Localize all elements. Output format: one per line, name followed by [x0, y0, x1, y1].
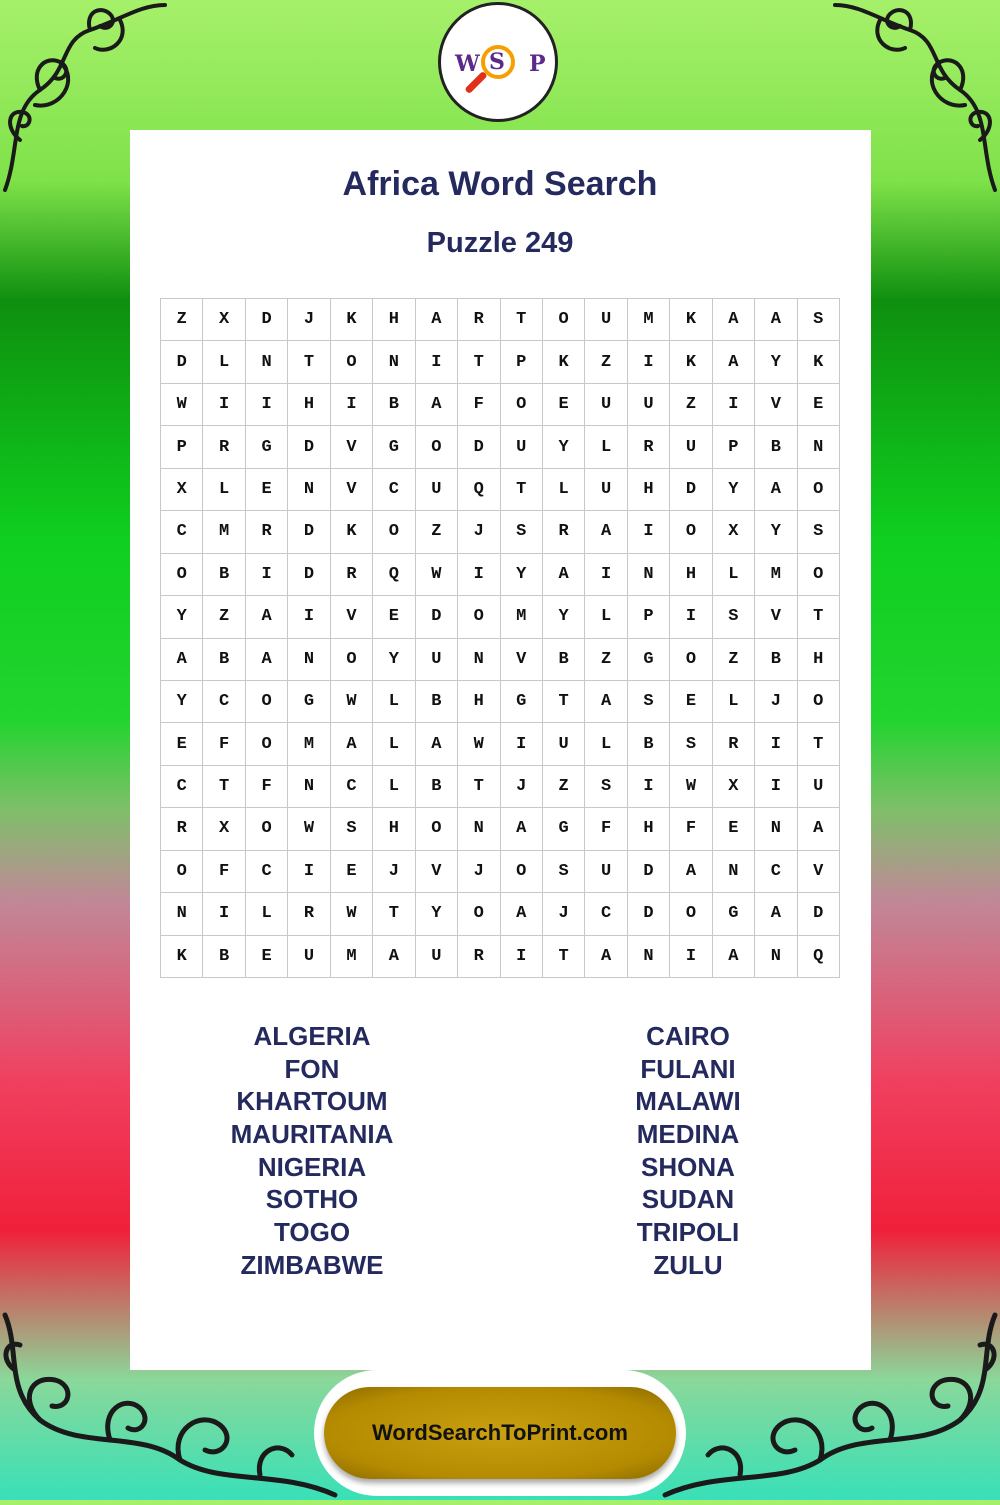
grid-cell: T: [373, 893, 415, 935]
grid-cell: U: [585, 851, 627, 893]
logo-letter-s: S: [489, 49, 505, 75]
grid-cell: R: [331, 554, 373, 596]
grid-cell: H: [288, 384, 330, 426]
grid-cell: D: [288, 511, 330, 553]
grid-cell: A: [585, 681, 627, 723]
grid-cell: H: [628, 469, 670, 511]
grid-cell: O: [670, 893, 712, 935]
grid-cell: N: [755, 936, 797, 978]
grid-cell: A: [755, 299, 797, 341]
grid-cell: G: [373, 426, 415, 468]
puzzle-number: Puzzle 249: [426, 227, 574, 259]
grid-cell: N: [713, 851, 755, 893]
grid-cell: T: [458, 341, 500, 383]
grid-cell: U: [288, 936, 330, 978]
grid-cell: K: [331, 299, 373, 341]
grid-cell: M: [628, 299, 670, 341]
grid-cell: W: [458, 723, 500, 765]
grid-cell: J: [543, 893, 585, 935]
word-list-item: TOGO: [273, 1217, 351, 1248]
grid-cell: D: [161, 341, 203, 383]
grid-cell: L: [585, 723, 627, 765]
grid-cell: I: [203, 384, 245, 426]
grid-cell: K: [670, 341, 712, 383]
grid-cell: S: [501, 511, 543, 553]
grid-cell: L: [373, 681, 415, 723]
grid-cell: V: [755, 384, 797, 426]
grid-cell: I: [246, 384, 288, 426]
grid-cell: E: [798, 384, 840, 426]
grid-cell: S: [628, 681, 670, 723]
grid-cell: Y: [713, 469, 755, 511]
word-list-left: [162, 1020, 462, 1282]
letter-grid: [160, 298, 840, 978]
grid-cell: G: [628, 639, 670, 681]
grid-cell: D: [458, 426, 500, 468]
grid-cell: L: [203, 341, 245, 383]
grid-cell: B: [755, 639, 797, 681]
grid-cell: P: [501, 341, 543, 383]
word-list-item: MALAWI: [635, 1086, 741, 1117]
grid-cell: N: [458, 639, 500, 681]
grid-cell: S: [798, 299, 840, 341]
grid-cell: I: [288, 596, 330, 638]
grid-cell: T: [501, 299, 543, 341]
grid-cell: G: [713, 893, 755, 935]
grid-cell: Y: [543, 596, 585, 638]
grid-cell: O: [798, 469, 840, 511]
grid-cell: R: [161, 808, 203, 850]
grid-cell: M: [755, 554, 797, 596]
word-list-item: ALGERIA: [253, 1021, 371, 1051]
grid-cell: E: [331, 851, 373, 893]
grid-cell: W: [331, 893, 373, 935]
grid-cell: O: [458, 596, 500, 638]
grid-cell: D: [628, 893, 670, 935]
grid-cell: V: [331, 469, 373, 511]
grid-cell: O: [798, 554, 840, 596]
grid-cell: U: [416, 469, 458, 511]
grid-cell: Y: [543, 426, 585, 468]
grid-cell: K: [331, 511, 373, 553]
grid-cell: O: [458, 893, 500, 935]
grid-cell: O: [331, 341, 373, 383]
grid-cell: S: [713, 596, 755, 638]
grid-cell: L: [585, 596, 627, 638]
grid-cell: K: [670, 299, 712, 341]
grid-cell: E: [670, 681, 712, 723]
grid-cell: C: [161, 766, 203, 808]
grid-cell: N: [755, 808, 797, 850]
grid-cell: D: [798, 893, 840, 935]
grid-cell: H: [373, 299, 415, 341]
grid-cell: U: [585, 469, 627, 511]
grid-cell: B: [203, 554, 245, 596]
grid-cell: L: [203, 469, 245, 511]
grid-cell: V: [416, 851, 458, 893]
grid-cell: Y: [161, 681, 203, 723]
grid-cell: B: [543, 639, 585, 681]
grid-cell: B: [416, 681, 458, 723]
grid-cell: H: [458, 681, 500, 723]
grid-cell: B: [373, 384, 415, 426]
grid-cell: Y: [161, 596, 203, 638]
grid-cell: D: [416, 596, 458, 638]
grid-cell: N: [288, 639, 330, 681]
grid-cell: C: [755, 851, 797, 893]
grid-cell: I: [755, 766, 797, 808]
grid-cell: C: [161, 511, 203, 553]
grid-cell: O: [416, 426, 458, 468]
word-list-item: SOTHO: [265, 1184, 359, 1215]
grid-cell: D: [628, 851, 670, 893]
grid-cell: L: [246, 893, 288, 935]
grid-cell: A: [161, 639, 203, 681]
grid-cell: S: [585, 766, 627, 808]
grid-cell: H: [798, 639, 840, 681]
grid-cell: I: [501, 936, 543, 978]
word-list-right: [538, 1020, 838, 1282]
grid-cell: H: [373, 808, 415, 850]
grid-cell: N: [288, 766, 330, 808]
grid-cell: W: [161, 384, 203, 426]
grid-cell: L: [373, 723, 415, 765]
grid-cell: L: [713, 681, 755, 723]
grid-cell: G: [246, 426, 288, 468]
grid-cell: I: [416, 341, 458, 383]
grid-cell: N: [246, 341, 288, 383]
grid-cell: O: [246, 723, 288, 765]
grid-cell: J: [288, 299, 330, 341]
grid-cell: K: [798, 341, 840, 383]
grid-cell: L: [585, 426, 627, 468]
grid-cell: I: [288, 851, 330, 893]
grid-cell: T: [798, 596, 840, 638]
grid-cell: X: [161, 469, 203, 511]
grid-cell: U: [416, 639, 458, 681]
grid-cell: H: [670, 554, 712, 596]
grid-cell: U: [501, 426, 543, 468]
grid-cell: M: [203, 511, 245, 553]
grid-cell: I: [501, 723, 543, 765]
grid-cell: T: [543, 681, 585, 723]
grid-cell: W: [288, 808, 330, 850]
grid-cell: A: [585, 511, 627, 553]
page-title: Africa Word Search: [342, 165, 658, 203]
grid-cell: A: [373, 936, 415, 978]
grid-cell: R: [628, 426, 670, 468]
grid-cell: F: [203, 723, 245, 765]
grid-cell: Q: [373, 554, 415, 596]
grid-cell: X: [203, 299, 245, 341]
grid-cell: B: [416, 766, 458, 808]
grid-cell: J: [458, 851, 500, 893]
grid-cell: N: [628, 554, 670, 596]
grid-cell: D: [288, 554, 330, 596]
grid-cell: U: [798, 766, 840, 808]
grid-cell: A: [543, 554, 585, 596]
grid-cell: I: [331, 384, 373, 426]
grid-cell: I: [628, 511, 670, 553]
grid-cell: N: [458, 808, 500, 850]
word-list-item: CAIRO: [646, 1021, 730, 1051]
grid-cell: U: [543, 723, 585, 765]
grid-cell: G: [501, 681, 543, 723]
grid-cell: A: [501, 808, 543, 850]
grid-cell: O: [543, 299, 585, 341]
grid-cell: W: [670, 766, 712, 808]
grid-cell: U: [416, 936, 458, 978]
grid-cell: A: [416, 723, 458, 765]
grid-cell: G: [543, 808, 585, 850]
website-label: WordSearchToPrint.com: [372, 1420, 628, 1445]
grid-cell: R: [246, 511, 288, 553]
grid-cell: Z: [543, 766, 585, 808]
grid-cell: V: [501, 639, 543, 681]
grid-cell: I: [246, 554, 288, 596]
grid-cell: D: [670, 469, 712, 511]
grid-cell: A: [713, 936, 755, 978]
grid-cell: X: [713, 511, 755, 553]
grid-cell: Y: [755, 511, 797, 553]
grid-cell: Z: [203, 596, 245, 638]
grid-cell: A: [585, 936, 627, 978]
grid-cell: I: [458, 554, 500, 596]
grid-cell: T: [798, 723, 840, 765]
grid-cell: O: [670, 639, 712, 681]
grid-cell: C: [331, 766, 373, 808]
grid-cell: R: [543, 511, 585, 553]
grid-cell: R: [713, 723, 755, 765]
grid-cell: Z: [713, 639, 755, 681]
word-list-item: SUDAN: [641, 1184, 735, 1215]
grid-cell: K: [543, 341, 585, 383]
grid-cell: O: [161, 851, 203, 893]
grid-cell: T: [288, 341, 330, 383]
grid-cell: E: [246, 469, 288, 511]
grid-cell: A: [798, 808, 840, 850]
grid-cell: Y: [416, 893, 458, 935]
grid-cell: T: [458, 766, 500, 808]
grid-cell: T: [543, 936, 585, 978]
grid-cell: O: [161, 554, 203, 596]
grid-cell: V: [331, 426, 373, 468]
word-list-item: ZIMBABWE: [240, 1249, 384, 1280]
grid-cell: O: [798, 681, 840, 723]
grid-cell: E: [373, 596, 415, 638]
grid-cell: C: [585, 893, 627, 935]
grid-cell: O: [670, 511, 712, 553]
grid-cell: O: [501, 851, 543, 893]
grid-cell: P: [713, 426, 755, 468]
grid-cell: X: [713, 766, 755, 808]
grid-cell: I: [628, 766, 670, 808]
grid-cell: Z: [670, 384, 712, 426]
grid-cell: L: [713, 554, 755, 596]
grid-cell: K: [161, 936, 203, 978]
grid-cell: P: [628, 596, 670, 638]
website-button[interactable]: [324, 1387, 676, 1479]
grid-cell: B: [628, 723, 670, 765]
grid-cell: F: [670, 808, 712, 850]
grid-cell: C: [373, 469, 415, 511]
grid-cell: V: [331, 596, 373, 638]
grid-cell: Q: [798, 936, 840, 978]
grid-cell: F: [585, 808, 627, 850]
grid-cell: F: [458, 384, 500, 426]
grid-cell: B: [203, 639, 245, 681]
grid-cell: N: [628, 936, 670, 978]
grid-cell: J: [501, 766, 543, 808]
grid-cell: I: [713, 384, 755, 426]
grid-cell: G: [288, 681, 330, 723]
grid-cell: S: [543, 851, 585, 893]
word-list-item: MEDINA: [636, 1119, 740, 1150]
grid-cell: I: [670, 596, 712, 638]
grid-cell: Z: [416, 511, 458, 553]
grid-cell: E: [543, 384, 585, 426]
wsp-logo: [438, 2, 558, 122]
word-list-item: ZULU: [653, 1249, 723, 1280]
grid-cell: D: [246, 299, 288, 341]
grid-cell: S: [331, 808, 373, 850]
grid-cell: A: [713, 299, 755, 341]
word-list-item: NIGERIA: [257, 1151, 367, 1182]
grid-cell: V: [798, 851, 840, 893]
grid-cell: Y: [501, 554, 543, 596]
grid-cell: J: [458, 511, 500, 553]
grid-cell: O: [331, 639, 373, 681]
grid-cell: O: [373, 511, 415, 553]
grid-cell: P: [161, 426, 203, 468]
grid-cell: E: [713, 808, 755, 850]
grid-cell: D: [288, 426, 330, 468]
grid-cell: Y: [373, 639, 415, 681]
grid-cell: C: [203, 681, 245, 723]
grid-cell: O: [246, 808, 288, 850]
grid-cell: I: [670, 936, 712, 978]
grid-cell: E: [161, 723, 203, 765]
grid-cell: L: [543, 469, 585, 511]
grid-cell: S: [798, 511, 840, 553]
grid-cell: E: [246, 936, 288, 978]
grid-cell: C: [246, 851, 288, 893]
grid-cell: A: [755, 469, 797, 511]
grid-cell: U: [585, 384, 627, 426]
grid-cell: L: [373, 766, 415, 808]
grid-cell: O: [416, 808, 458, 850]
grid-cell: O: [246, 681, 288, 723]
grid-cell: Q: [458, 469, 500, 511]
grid-cell: M: [501, 596, 543, 638]
grid-cell: U: [585, 299, 627, 341]
grid-cell: A: [246, 639, 288, 681]
grid-cell: Z: [161, 299, 203, 341]
grid-cell: Y: [755, 341, 797, 383]
grid-cell: M: [331, 936, 373, 978]
grid-cell: O: [501, 384, 543, 426]
grid-cell: B: [203, 936, 245, 978]
grid-cell: Z: [585, 341, 627, 383]
word-list-item: SHONA: [641, 1151, 735, 1182]
grid-cell: A: [246, 596, 288, 638]
grid-cell: A: [713, 341, 755, 383]
grid-cell: U: [670, 426, 712, 468]
grid-cell: J: [755, 681, 797, 723]
grid-cell: H: [628, 808, 670, 850]
grid-cell: T: [501, 469, 543, 511]
grid-cell: M: [288, 723, 330, 765]
grid-cell: W: [416, 554, 458, 596]
grid-cell: N: [288, 469, 330, 511]
logo-letter-p: P: [529, 51, 546, 77]
grid-cell: A: [755, 893, 797, 935]
grid-cell: I: [585, 554, 627, 596]
grid-cell: T: [203, 766, 245, 808]
word-list-item: KHARTOUM: [236, 1086, 388, 1117]
grid-cell: B: [755, 426, 797, 468]
grid-cell: F: [203, 851, 245, 893]
grid-cell: N: [373, 341, 415, 383]
grid-cell: V: [755, 596, 797, 638]
grid-cell: A: [501, 893, 543, 935]
grid-cell: I: [628, 341, 670, 383]
grid-cell: J: [373, 851, 415, 893]
grid-cell: A: [416, 384, 458, 426]
grid-cell: N: [798, 426, 840, 468]
grid-cell: Z: [585, 639, 627, 681]
grid-cell: F: [246, 766, 288, 808]
grid-cell: U: [628, 384, 670, 426]
grid-cell: R: [288, 893, 330, 935]
grid-cell: N: [161, 893, 203, 935]
grid-cell: W: [331, 681, 373, 723]
grid-cell: R: [203, 426, 245, 468]
word-list-item: FULANI: [640, 1053, 736, 1084]
grid-cell: A: [331, 723, 373, 765]
grid-cell: S: [670, 723, 712, 765]
grid-cell: A: [670, 851, 712, 893]
word-list-item: FON: [284, 1053, 340, 1084]
grid-cell: R: [458, 936, 500, 978]
grid-cell: I: [755, 723, 797, 765]
grid-cell: X: [203, 808, 245, 850]
word-list-item: TRIPOLI: [636, 1217, 740, 1248]
grid-cell: I: [203, 893, 245, 935]
logo-letter-w: W: [455, 51, 480, 77]
word-list-item: MAURITANIA: [230, 1119, 394, 1150]
grid-cell: A: [416, 299, 458, 341]
grid-cell: R: [458, 299, 500, 341]
